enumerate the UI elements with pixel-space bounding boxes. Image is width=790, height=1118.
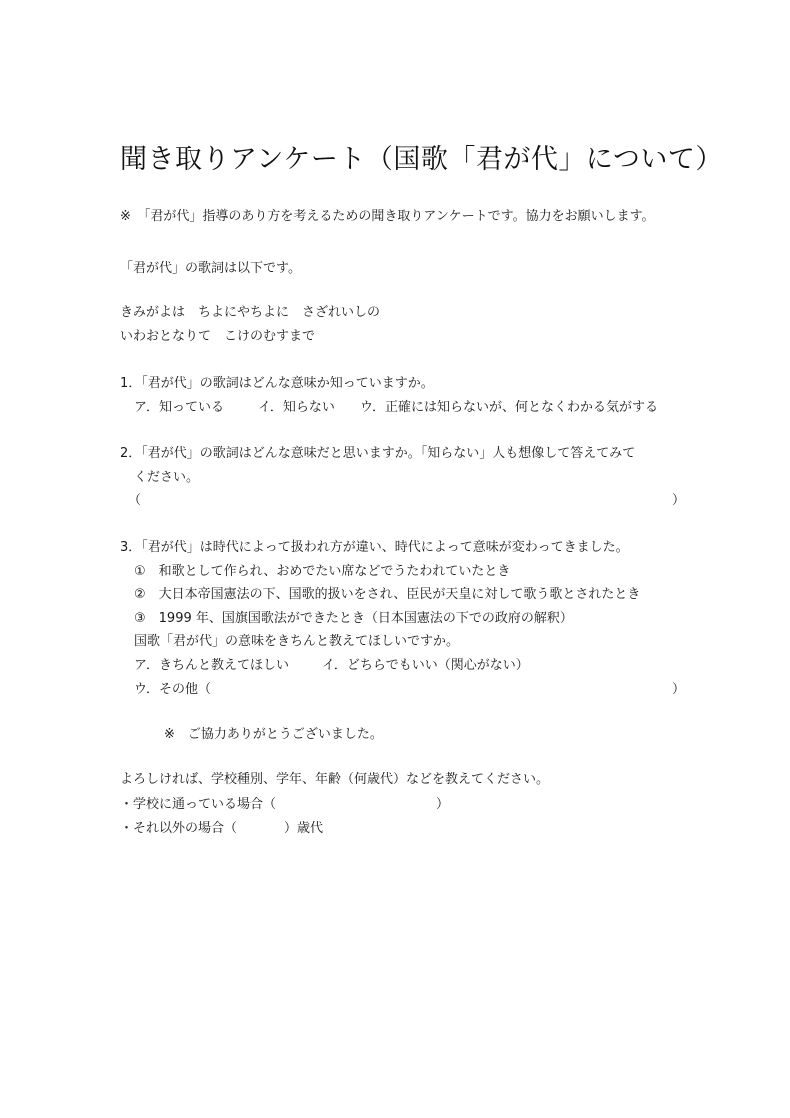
q3-option-u[interactable]: ウ．その他（	[134, 682, 211, 697]
thanks-note: ※ ご協力ありがとうございました。	[164, 727, 383, 742]
school-label: ・学校に通っている場合（	[120, 797, 277, 812]
q3-question: 3．「君が代」は時代によって扱われ方が違い、時代によって意味が変わってきました。	[120, 540, 629, 555]
lyrics-line-2: いわおとなりて こけのむすまで	[120, 329, 316, 344]
q1-question: 1．「君が代」の歌詞はどんな意味か知っていますか。	[120, 376, 434, 391]
demographics-intro: よろしければ、学校種別、学年、年齢（何歳代）などを教えてください。	[120, 772, 550, 787]
q3-close-paren: ）	[672, 682, 686, 697]
q1-option-a[interactable]: ア．知っている	[134, 400, 224, 415]
q3-option-i[interactable]: イ．どちらでもいい（関心がない）	[322, 658, 529, 673]
q3-period-2: ② 大日本帝国憲法の下、国歌的扱いをされ、臣民が天皇に対して歌う歌とされたとき	[134, 587, 641, 602]
lyrics-intro: 「君が代」の歌詞は以下です。	[120, 261, 301, 276]
lyrics-line-1: きみがよは ちよにやちよに さざれいしの	[120, 305, 381, 320]
q1-option-u[interactable]: ウ．正確には知らないが、何となくわかる気がする	[360, 400, 658, 415]
q3-option-a[interactable]: ア．きちんと教えてほしい	[134, 658, 289, 673]
q2-open-paren: （	[128, 493, 142, 508]
q2-close-paren: ）	[672, 493, 686, 508]
q3-period-3: ③ 1999 年、国旗国歌法ができたとき（日本国憲法の下での政府の解釈）	[134, 611, 573, 626]
q2-question-line-1: 2．「君が代」の歌詞はどんな意味だと思いますか。「知らない」人も想像して答えてみて	[120, 446, 636, 461]
other-close-paren: ）歳代	[284, 821, 324, 836]
intro-note: ※ 「君が代」指導のあり方を考えるための聞き取りアンケートです。協力をお願いします。	[120, 209, 655, 224]
q2-question-line-2: ください。	[134, 470, 200, 485]
school-close-paren: ）	[436, 797, 450, 812]
q1-option-i[interactable]: イ．知らない	[258, 400, 335, 415]
page-title: 聞き取りアンケート（国歌「君が代」について）	[120, 144, 723, 175]
q3-period-1: ① 和歌として作られ、おめでたい席などでうたわれていたとき	[134, 564, 511, 579]
q3-sub-question: 国歌「君が代」の意味をきちんと教えてほしいですか。	[134, 634, 460, 649]
other-label: ・それ以外の場合（	[120, 821, 238, 836]
